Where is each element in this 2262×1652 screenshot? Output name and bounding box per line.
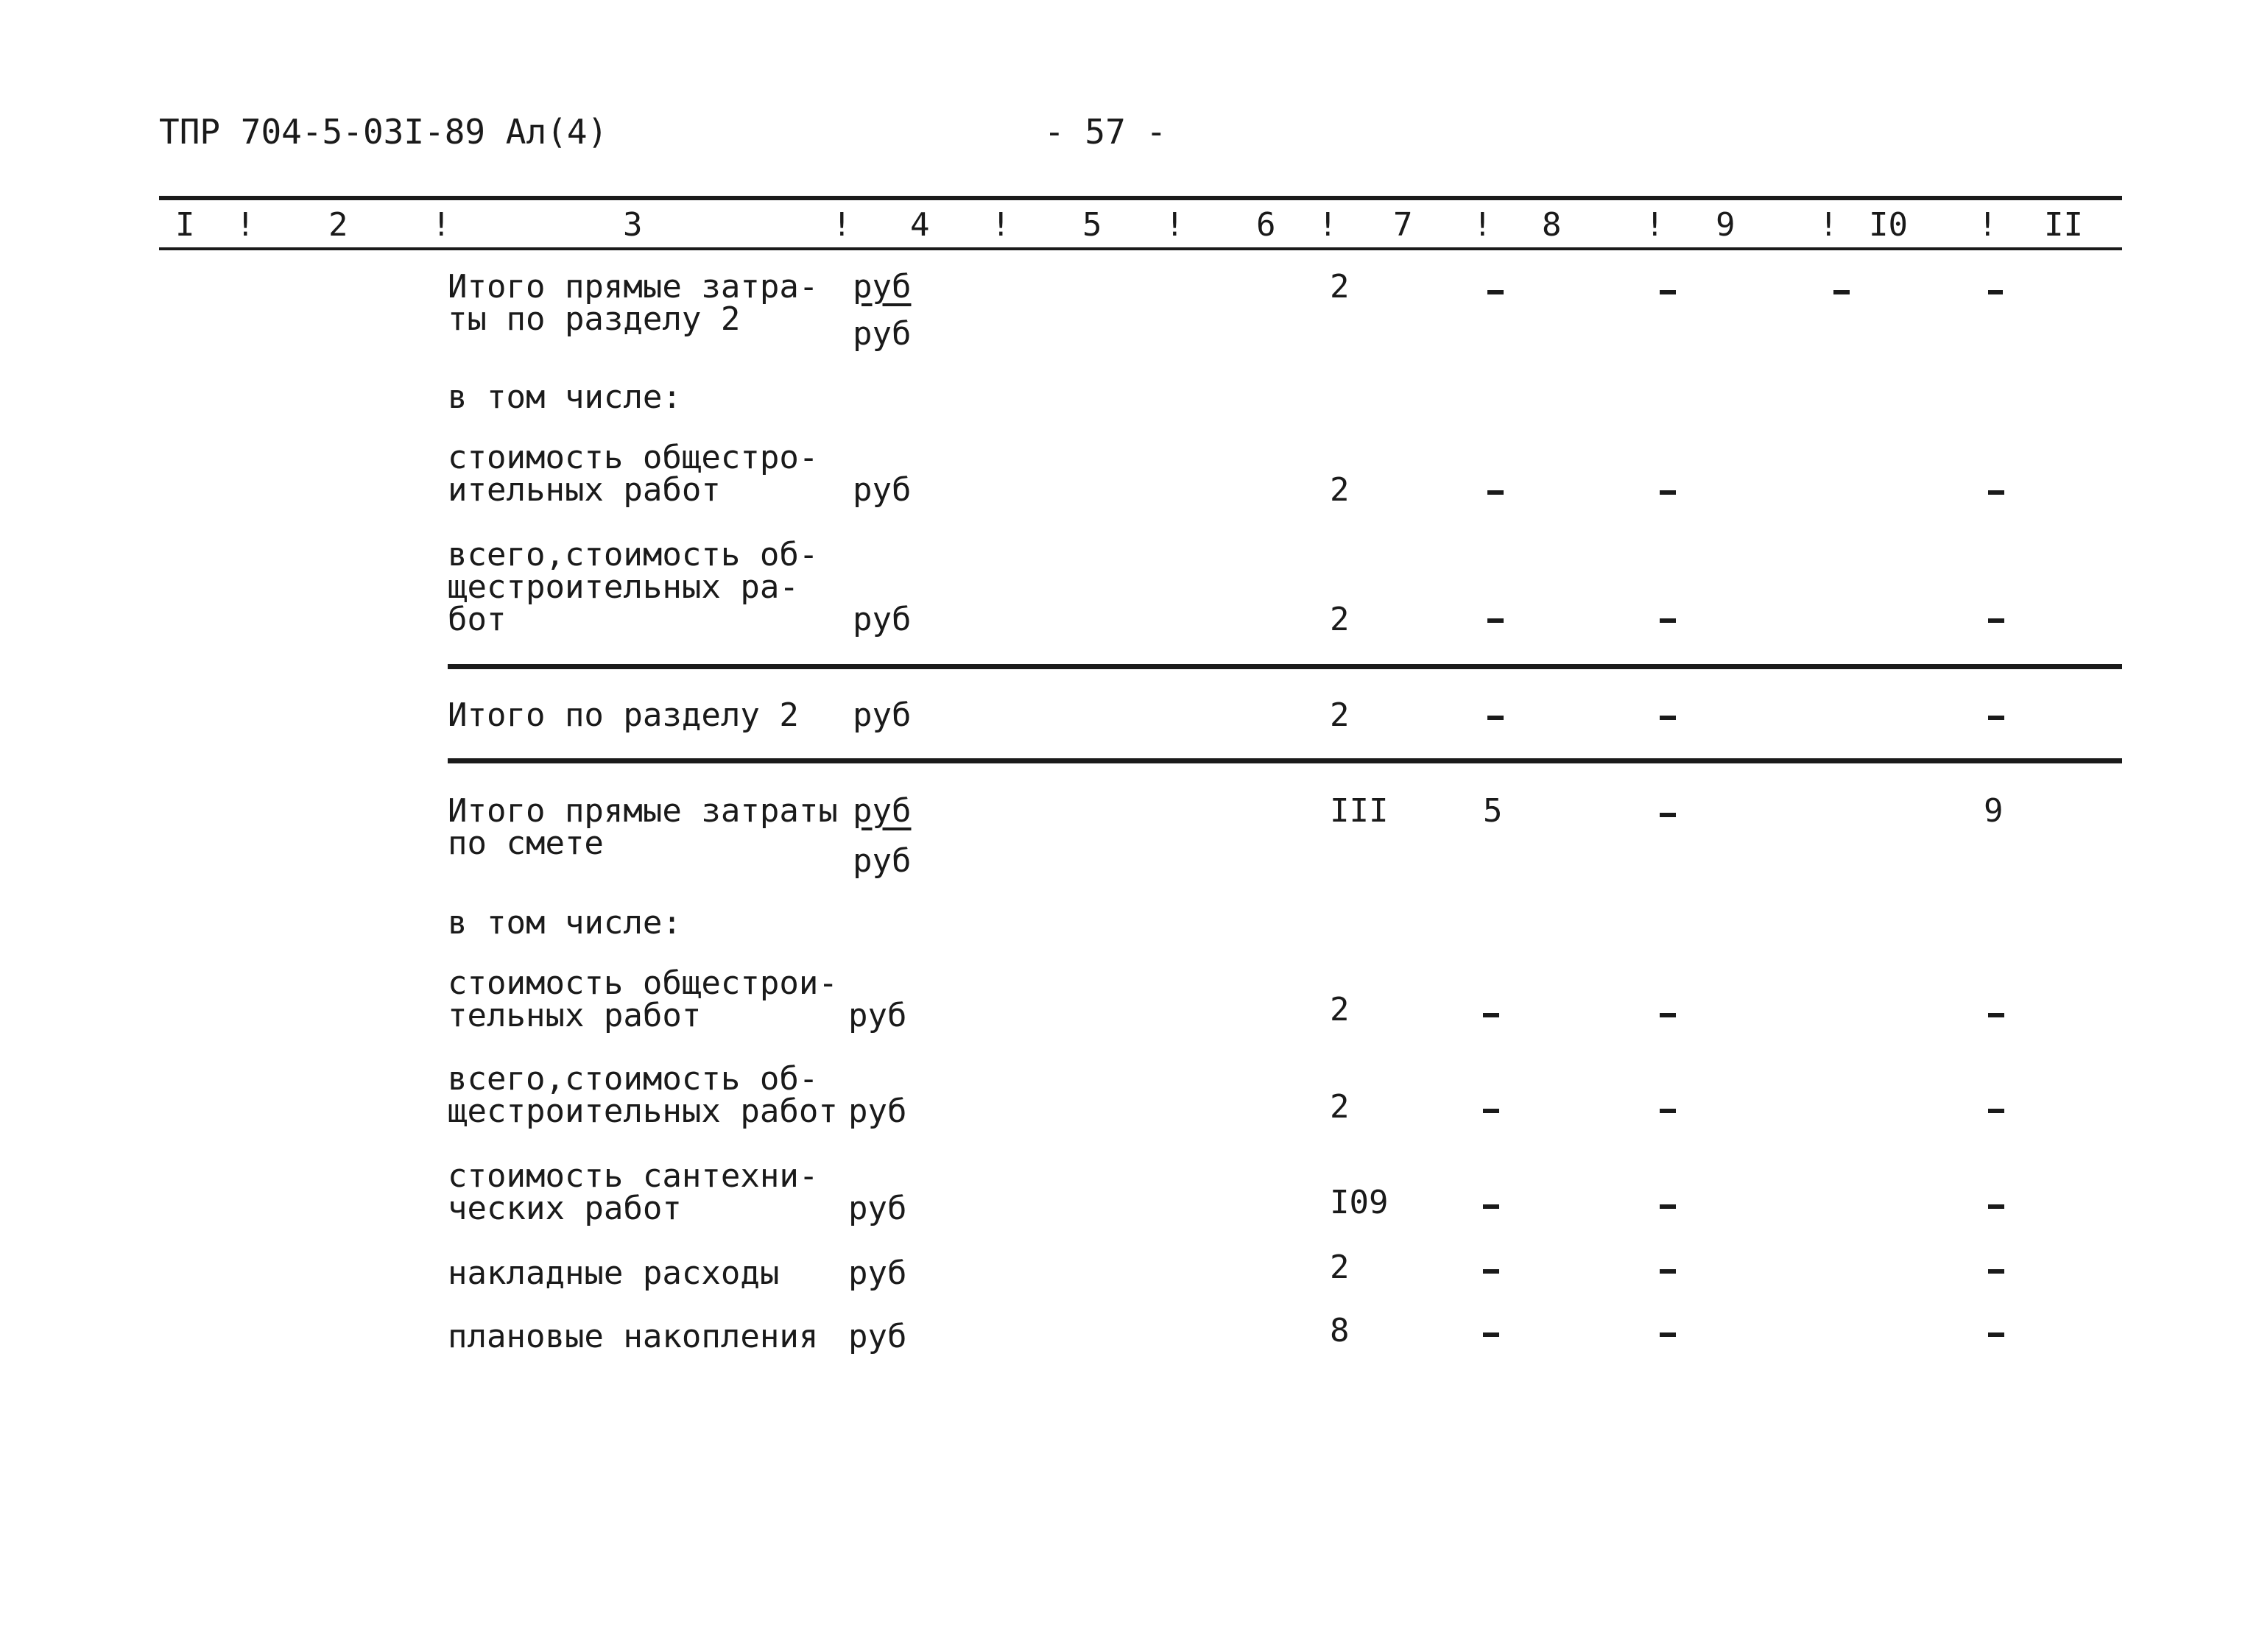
cell-col7: 2	[1330, 1088, 1350, 1126]
dash-mark	[1483, 1332, 1499, 1337]
dash-mark	[1660, 1013, 1676, 1017]
column-number-10: I0	[1869, 206, 1908, 244]
row-label-line: бот	[448, 601, 507, 638]
row-label-line: щестроительных работ	[448, 1092, 838, 1130]
dash-mark	[1660, 1269, 1676, 1274]
dash-mark	[1660, 1109, 1676, 1113]
column-separator: !	[1819, 206, 1839, 244]
page-number: - 57 -	[1044, 112, 1167, 152]
column-number-8: 8	[1542, 206, 1562, 244]
unit-cell: руб	[853, 792, 912, 830]
dash-mark	[1660, 490, 1676, 495]
column-separator: !	[1473, 206, 1493, 244]
column-number-11: II	[2044, 206, 2083, 244]
section-rule	[448, 758, 2122, 763]
row-label-line: по смете	[448, 825, 604, 862]
cell-col7: 2	[1330, 991, 1350, 1028]
row-label-line: в том числе:	[448, 378, 682, 416]
dash-mark	[1988, 1332, 2004, 1337]
dash-mark	[1988, 1013, 2004, 1017]
unit-cell: руб	[848, 1190, 907, 1227]
dash-mark	[1833, 290, 1850, 294]
cell-col7: III	[1330, 792, 1389, 830]
column-separator: !	[431, 206, 451, 244]
cell-col11: 9	[1984, 792, 2004, 830]
dash-mark	[1660, 813, 1676, 817]
row-label-line: всего,стоимость об-	[448, 1060, 819, 1098]
row-label-line: в том числе:	[448, 904, 682, 942]
column-number-9: 9	[1716, 206, 1736, 244]
dash-mark	[1483, 1013, 1499, 1017]
row-label-line: ительных работ	[448, 471, 721, 509]
column-separator: !	[1978, 206, 1998, 244]
unit-cell: руб	[848, 1254, 907, 1292]
unit-cell: руб	[848, 997, 907, 1034]
unit-cell-second: руб	[853, 315, 912, 353]
row-label-line: накладные расходы	[448, 1254, 780, 1292]
column-separator: !	[832, 206, 852, 244]
dash-mark	[1487, 290, 1504, 294]
dash-mark	[1660, 1332, 1676, 1337]
row-label-line: стоимость сантехни-	[448, 1157, 819, 1195]
section-rule	[448, 664, 2122, 669]
cell-col7: 2	[1330, 1249, 1350, 1286]
dash-mark	[1988, 290, 2003, 294]
dash-mark	[1988, 490, 2004, 495]
dash-mark	[1487, 490, 1504, 495]
row-label-line: Итого по разделу 2	[448, 696, 799, 734]
row-label-line: тельных работ	[448, 997, 702, 1034]
column-number-1: I	[175, 206, 195, 244]
column-separator: !	[991, 206, 1011, 244]
column-number-5: 5	[1082, 206, 1102, 244]
column-separator: !	[1318, 206, 1338, 244]
column-separator: !	[1645, 206, 1665, 244]
document-code: ТПР 704-5-03I-89 Ал(4)	[159, 112, 608, 152]
column-number-6: 6	[1256, 206, 1276, 244]
column-number-4: 4	[910, 206, 930, 244]
row-label-line: стоимость общестро-	[448, 439, 819, 476]
dash-mark	[1660, 716, 1676, 720]
table-top-rule	[159, 196, 2122, 200]
column-separator: !	[1165, 206, 1185, 244]
row-label-line: щестроительных ра-	[448, 568, 799, 606]
dash-mark	[1660, 618, 1676, 623]
cell-col7: 2	[1330, 696, 1350, 734]
dash-mark	[1660, 290, 1676, 294]
dash-mark	[1483, 1109, 1499, 1113]
row-label-line: Итого прямые затра-	[448, 268, 819, 306]
column-number-7: 7	[1393, 206, 1413, 244]
unit-cell: руб	[853, 601, 912, 638]
column-number-2: 2	[328, 206, 348, 244]
dash-mark	[1487, 716, 1504, 720]
cell-col7: I09	[1330, 1184, 1389, 1221]
column-number-3: 3	[623, 206, 643, 244]
dash-mark	[1487, 618, 1504, 623]
cell-col7: 8	[1330, 1312, 1350, 1349]
row-label-line: стоимость общестрои-	[448, 964, 838, 1002]
unit-cell: руб	[853, 268, 912, 306]
row-label-line: всего,стоимость об-	[448, 536, 819, 573]
unit-cell: руб	[848, 1092, 907, 1130]
unit-cell: руб	[848, 1318, 907, 1355]
row-label-line: ческих работ	[448, 1190, 682, 1227]
row-label-line: Итого прямые затраты	[448, 792, 838, 830]
cell-col7: 2	[1330, 471, 1350, 509]
dash-mark	[1483, 1204, 1499, 1209]
row-label-line: плановые накопления	[448, 1318, 819, 1355]
unit-cell: руб	[853, 696, 912, 734]
dash-mark	[1483, 1269, 1499, 1274]
unit-cell-second: руб	[853, 842, 912, 880]
dash-mark	[1988, 1204, 2004, 1209]
dash-mark	[1988, 1269, 2004, 1274]
cell-col7: 2	[1330, 268, 1350, 306]
unit-cell: руб	[853, 471, 912, 509]
row-label-line: ты по разделу 2	[448, 300, 741, 338]
dash-mark	[1988, 618, 2004, 623]
column-separator: !	[236, 206, 256, 244]
cell-col8: 5	[1483, 792, 1503, 830]
dash-mark	[1988, 716, 2004, 720]
cell-col7: 2	[1330, 601, 1350, 638]
dash-mark	[1988, 1109, 2004, 1113]
dash-mark	[1660, 1204, 1676, 1209]
table-header-bottom-rule	[159, 247, 2122, 250]
